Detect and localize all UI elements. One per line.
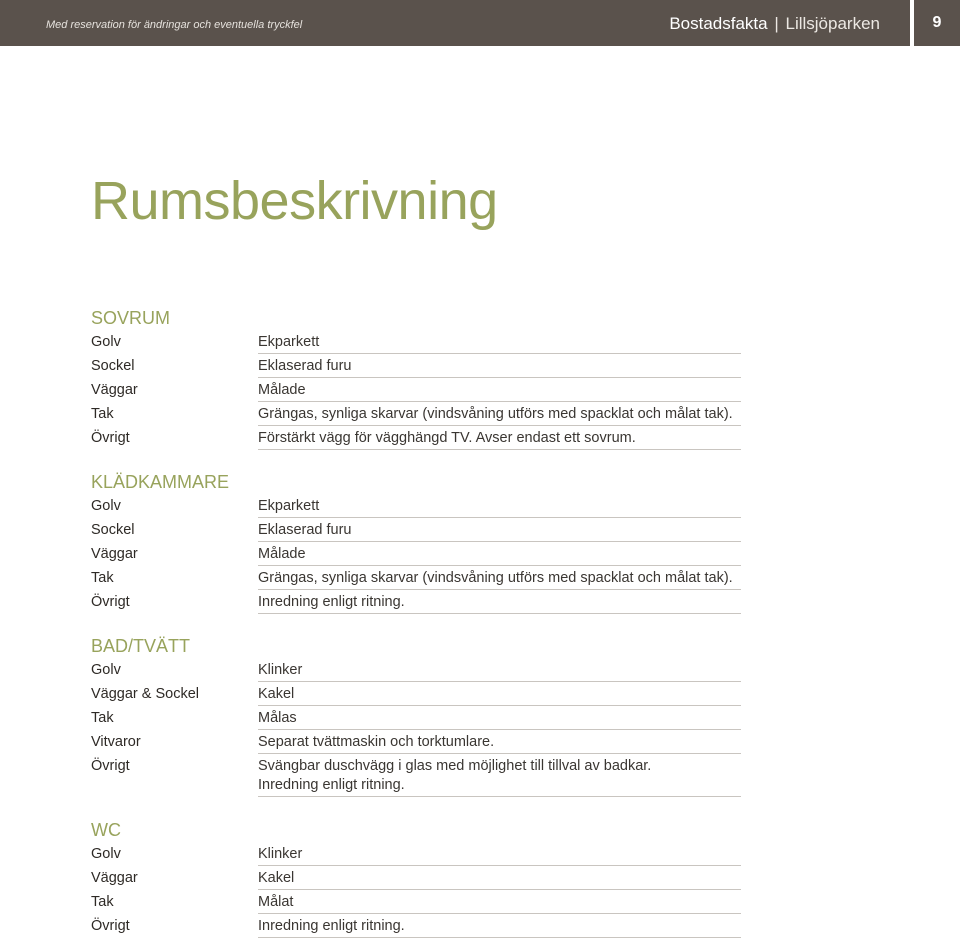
table-row (91, 590, 741, 614)
row-label: Sockel (91, 358, 135, 374)
row-label: Väggar (91, 546, 138, 562)
header-bar (0, 0, 910, 46)
section-sovrum (91, 306, 741, 450)
row-value: Kakel (258, 870, 741, 890)
table-row (91, 914, 741, 938)
document-title-main: Bostadsfakta (669, 14, 768, 33)
table-row (91, 518, 741, 542)
row-label: Golv (91, 334, 121, 350)
row-label: Väggar (91, 382, 138, 398)
table-row (91, 354, 741, 378)
table-row (91, 706, 741, 730)
row-label: Vitvaror (91, 734, 141, 750)
row-value: Inredning enligt ritning. (258, 918, 741, 938)
table-row (91, 866, 741, 890)
table-row (91, 682, 741, 706)
document-title-sub: Lillsjöparken (785, 14, 880, 33)
page-number: 9 (914, 0, 960, 46)
section-bad-tvatt (91, 634, 741, 798)
row-label: Golv (91, 498, 121, 514)
section-title: KLÄDKAMMARE (91, 472, 230, 492)
row-label: Övrigt (91, 758, 130, 774)
document-title (669, 14, 880, 34)
row-value-line: Inredning enligt ritning. (258, 777, 405, 793)
row-label: Golv (91, 846, 121, 862)
table-row (91, 730, 741, 754)
row-value (258, 757, 741, 797)
table-row (91, 890, 741, 914)
row-value: Klinker (258, 846, 741, 866)
row-label: Övrigt (91, 918, 130, 934)
row-value: Separat tvättmaskin och torktumlare. (258, 734, 741, 754)
row-value: Förstärkt vägg för vägghängd TV. Avser endast ett sovrum. (258, 430, 741, 450)
title-separator: | (774, 14, 779, 33)
section-title: BAD/TVÄTT (91, 636, 191, 656)
section-wc (91, 818, 741, 938)
row-label: Väggar (91, 870, 138, 886)
row-value: Ekparkett (258, 334, 741, 354)
row-value: Inredning enligt ritning. (258, 594, 741, 614)
row-value: Målat (258, 894, 741, 914)
section-title: WC (91, 820, 121, 840)
row-value: Målade (258, 382, 741, 402)
row-value: Grängas, synliga skarvar (vindsvåning utförs med spacklat och målat tak). (258, 570, 741, 590)
row-value: Kakel (258, 686, 741, 706)
row-value: Grängas, synliga skarvar (vindsvåning utförs med spacklat och målat tak). (258, 406, 741, 426)
row-label: Tak (91, 710, 114, 726)
row-value: Eklaserad furu (258, 522, 741, 542)
row-label: Sockel (91, 522, 135, 538)
row-label: Tak (91, 570, 114, 586)
row-value: Målade (258, 546, 741, 566)
row-value: Ekparkett (258, 498, 741, 518)
row-label: Tak (91, 894, 114, 910)
table-row (91, 566, 741, 590)
section-kladkammare (91, 470, 741, 614)
table-row (91, 378, 741, 402)
table-row (91, 842, 741, 866)
disclaimer-text: Med reservation för ändringar och eventuella tryckfel (46, 19, 303, 31)
row-value-line: Svängbar duschvägg i glas med möjlighet till tillval av badkar. (258, 758, 652, 774)
table-row (91, 330, 741, 354)
table-row (91, 426, 741, 450)
table-row (91, 494, 741, 518)
row-label: Övrigt (91, 594, 130, 610)
row-label: Golv (91, 662, 121, 678)
row-value: Eklaserad furu (258, 358, 741, 378)
table-row (91, 542, 741, 566)
section-title: SOVRUM (91, 308, 171, 328)
table-row (91, 658, 741, 682)
row-label: Tak (91, 406, 114, 422)
row-label: Väggar & Sockel (91, 686, 200, 702)
table-row (91, 402, 741, 426)
row-value: Målas (258, 710, 741, 730)
row-label: Övrigt (91, 430, 130, 446)
page-title: Rumsbeskrivning (91, 171, 498, 231)
row-value: Klinker (258, 662, 741, 682)
table-row (91, 754, 741, 798)
